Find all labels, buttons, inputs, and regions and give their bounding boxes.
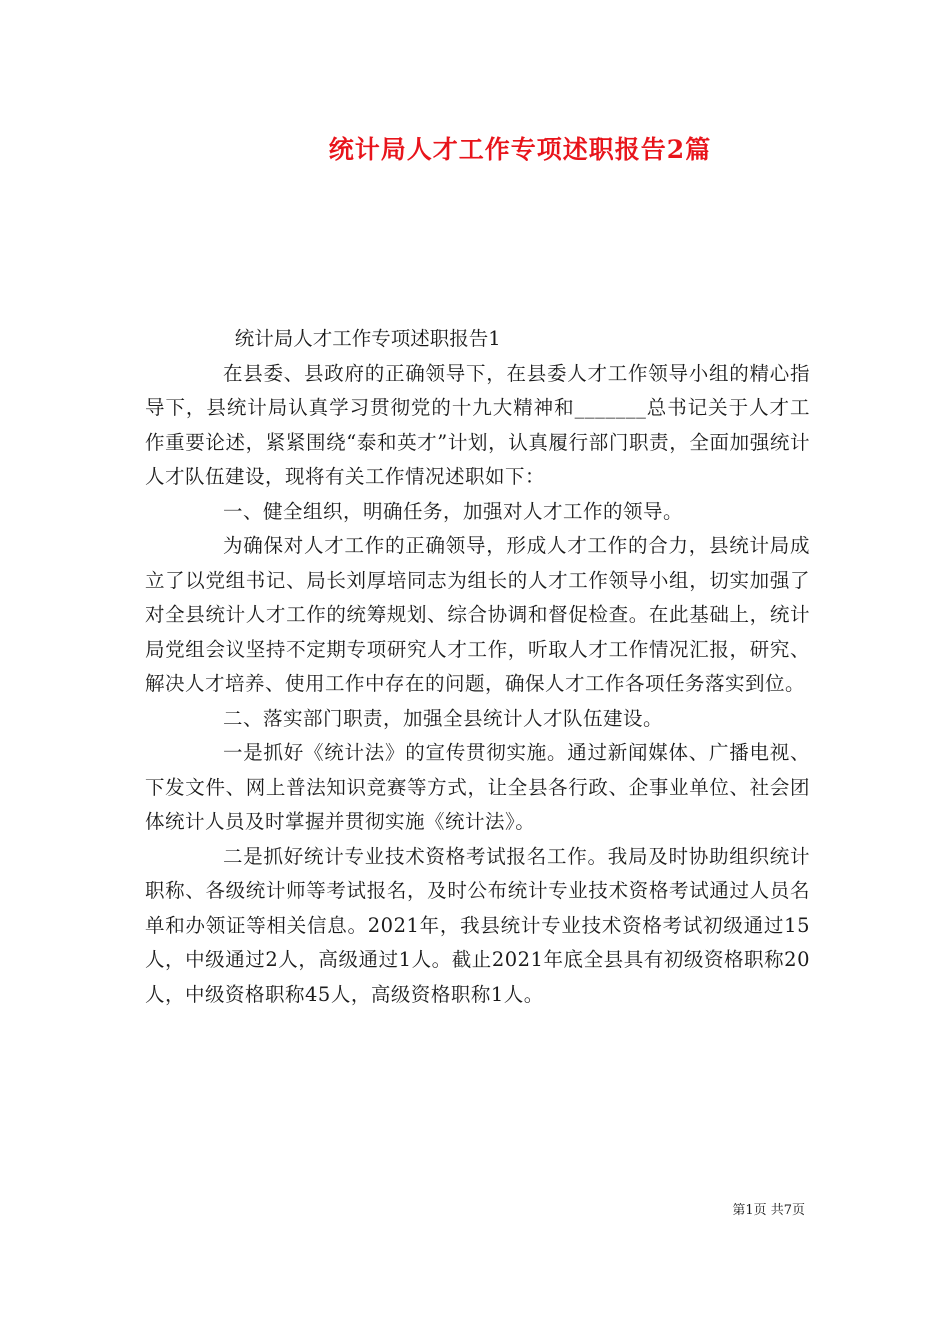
- page-number: 第1页 共7页: [732, 1203, 805, 1218]
- paragraph-section-1: 为确保对人才工作的正确领导，形成人才工作的合力，县统计局成立了以党组书记、局长刘厚培同志为组长的人才工作领导小组，切实加强了对全县统计人才工作的统筹规划、综合协调和督促检查。在此基础上，统计局党组会议坚持不定期专项研究人才工作，听取人才工作情况汇报，研究、解决人才培养、使用工作中存在的问题，确保人才工作各项任务落实到位。: [145, 534, 810, 695]
- paragraph-qualification-exam: 二是抓好统计专业技术资格考试报名工作。我局及时协助组织统计职称、各级统计师等考试报名，及时公布统计专业技术资格考试通过人员名单和办领证等相关信息。2021年，我县统计专业技术资格考试初级通过15人，中级通过2人，高级通过1人。截止2021年底全县具有初级资格职称20人，中级资格职称45人，高级资格职称1人。: [145, 844, 810, 1006]
- document-title: 统计局人才工作专项述职报告2篇: [328, 135, 712, 164]
- document-body: [145, 322, 810, 1012]
- section-subtitle: 统计局人才工作专项述职报告1: [234, 327, 501, 350]
- paragraph-intro: 在县委、县政府的正确领导下，在县委人才工作领导小组的精心指导下，县统计局认真学习贯彻党的十九大精神和_______总书记关于人才工作重要论述，紧紧围绕“泰和英才”计划，认真履行部门职责，全面加强统计人才队伍建设，现将有关工作情况述职如下：: [145, 361, 810, 488]
- heading-section-1: 一、健全组织，明确任务，加强对人才工作的领导。: [223, 499, 684, 523]
- heading-section-2: 二、落实部门职责，加强全县统计人才队伍建设。: [223, 706, 664, 730]
- paragraph-statistics-law: 一是抓好《统计法》的宣传贯彻实施。通过新闻媒体、广播电视、下发文件、网上普法知识竞赛等方式，让全县各行政、企事业单位、社会团体统计人员及时掌握并贯彻实施《统计法》。: [145, 741, 810, 833]
